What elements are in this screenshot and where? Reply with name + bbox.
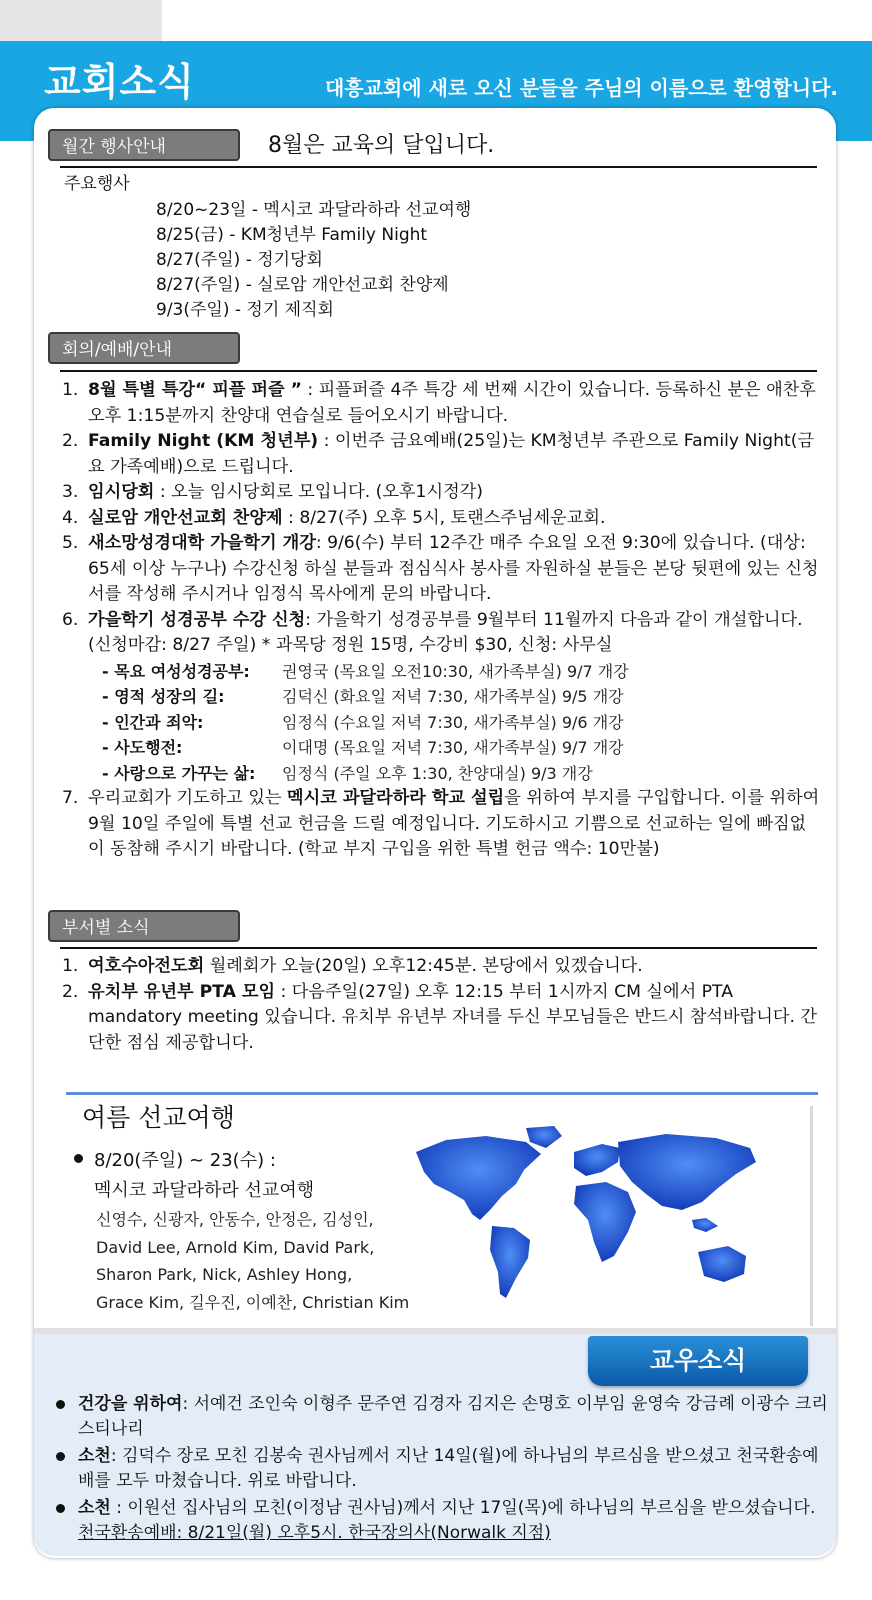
course-row <box>62 659 822 685</box>
item-text: : 이원선 집사님의 모친(이정남 권사님)께서 지난 17일(목)에 하나님의 부르심을 받으셨습니다. <box>110 1498 816 1518</box>
list-item <box>62 786 822 863</box>
item-heading: 유치부 유년부 PTA 모임 <box>88 981 276 1002</box>
top-left-strip <box>0 0 162 42</box>
item-text: : 9/6(수) 부터 12주간 매주 수요일 오전 9:30에 있습니다. (대상: 65세 이상 누구나) 수강신청 하실 분들과 점심식사 봉사를 자원하실 분들은 본당 뒷편에 있는 신청서를 작성해 주시거나 임정식 목사에게 문의 바랍니다. <box>88 533 819 604</box>
member-line: Sharon Park, Nick, Ashley Hong, <box>96 1265 353 1284</box>
course-row <box>62 761 822 787</box>
list-item <box>62 506 822 532</box>
item-heading: 멕시코 과달라하라 학교 설립 <box>287 788 505 808</box>
list-item <box>62 531 822 608</box>
meeting-list <box>62 378 822 863</box>
event-item: 8/20~23일 - 멕시코 과달라하라 선교여행 <box>156 200 472 220</box>
section-tab-monthly: 월간 행사안내 <box>48 129 240 161</box>
news-title-badge: 교우소식 <box>588 1336 808 1386</box>
member-line: David Lee, Arnold Kim, David Park, <box>96 1237 375 1257</box>
item-text: : 피플퍼즐 4주 특강 세 번째 시간이 있습니다. 등록하신 분은 애찬후 오후 1:15분까지 찬양대 연습실로 들어오시기 바랍니다. <box>88 380 816 426</box>
list-item <box>62 954 822 980</box>
course-detail: 김덕신 (화요일 저녁 7:30, 새가족부실) 9/5 개강 <box>282 687 624 706</box>
item-number: 1. <box>62 956 79 976</box>
course-row <box>62 735 822 761</box>
month-heading: 8월은 교육의 달입니다. <box>268 133 495 158</box>
bullet-icon <box>56 1452 65 1461</box>
item-number: 2. <box>62 431 79 451</box>
course-name: - 영적 성장의 길: <box>102 687 225 706</box>
event-item: 9/3(주일) - 정기 제직회 <box>156 300 334 320</box>
item-heading: 건강을 위하여 <box>78 1394 183 1414</box>
bullet-icon <box>56 1504 65 1513</box>
item-number: 4. <box>62 507 79 528</box>
item-text: : 다음주일(27일) 오후 12:15 부터 1시까지 CM 실에서 PTA mandatory meeting 있습니다. 유치부 유년부 자녀를 두신 부모님들은 반드시 참석바랍니다. 간단한 점심 제공합니다. <box>88 981 817 1053</box>
course-detail: 이대명 (목요일 저녁 7:30, 새가족부실) 9/7 개강 <box>282 738 624 757</box>
course-detail: 임정식 (수요일 저녁 7:30, 새가족부실) 9/6 개강 <box>282 712 624 732</box>
item-heading: 실로암 개안선교회 찬양제 <box>88 507 283 528</box>
item-text: 을 위하여 부지를 구입합니다. 이를 위하여 9월 10일 주일에 특별 선교 헌금을 드릴 예정입니다. 기도하시고 기쁨으로 선교하는 일에 빠짐없이 동참해 주시기 바랍니다. (학교 부지 구입을 위한 특별 헌금 액수: 10만불) <box>88 788 820 859</box>
world-map-icon <box>406 1122 766 1312</box>
item-text: : 김덕수 장로 모친 김봉숙 권사님께서 지난 14일(월)에 하나님의 부르심을 받으셨고 천국환송예배를 모두 마쳤습니다. 위로 바랍니다. <box>78 1446 819 1491</box>
page-title: 교회소식 <box>44 60 195 104</box>
item-heading: 소천 <box>78 1446 111 1466</box>
list-item <box>62 378 822 429</box>
item-heading: 새소망성경대학 가을학기 개강 <box>88 533 316 553</box>
course-name: - 사도행전: <box>102 738 183 757</box>
list-item <box>62 980 822 1057</box>
section-tab-meeting: 회의/예배/안내 <box>48 332 240 364</box>
course-detail: 권영국 (목요일 오전10:30, 새가족부실) 9/7 개강 <box>282 661 629 681</box>
list-item <box>62 429 822 480</box>
list-item <box>54 1444 834 1494</box>
list-item <box>62 480 822 506</box>
item-text: 우리교회가 기도하고 있는 <box>88 788 288 808</box>
summer-top-border <box>66 1092 818 1095</box>
summer-title: 여름 선교여행 <box>82 1103 235 1132</box>
member-line: Grace Kim, 길우진, 이예찬, Christian Kim <box>96 1292 410 1312</box>
item-text: : 이번주 금요예배(25일)는 KM청년부 주관으로 Family Night(금요 가족예배)으로 드립니다. <box>88 431 815 477</box>
summer-right-border <box>810 1106 813 1326</box>
divider-rule <box>60 947 817 949</box>
item-heading: 8월 특별 특강“ 피플 퍼즐 ” <box>88 380 302 400</box>
dept-list <box>62 954 822 1056</box>
course-name: - 인간과 죄악: <box>102 712 204 732</box>
course-row <box>62 684 822 710</box>
item-text: 월례회가 오늘(20일) 오후12:45분. 본당에서 있겠습니다. <box>204 956 643 976</box>
item-text: : 가을학기 성경공부를 9월부터 11월까지 다음과 같이 개설합니다. (신청마감: 8/27 주일) * 과목당 정원 15명, 수강비 $30, 신청: 사무실 <box>88 609 803 655</box>
item-text: : 오늘 임시당회로 모입니다. (오후1시정각) <box>154 482 483 502</box>
course-detail: 임정식 (주일 오후 1:30, 찬양대실) 9/3 개강 <box>282 763 593 783</box>
item-text: : 8/27(주) 오후 5시, 토랜스주님세운교회. <box>282 507 606 528</box>
event-item: 8/27(주일) - 실로암 개안선교회 찬양제 <box>156 275 449 295</box>
welcome-subtitle: 대흥교회에 새로 오신 분들을 주님의 이름으로 환영합니다. <box>324 76 838 100</box>
member-line: 신영수, 신광자, 안동수, 안정은, 김성인, <box>96 1210 374 1229</box>
item-number: 5. <box>62 533 79 553</box>
item-heading: Family Night (KM 청년부) <box>88 431 319 451</box>
event-item: 8/25(금) - KM청년부 Family Night <box>156 225 428 245</box>
section-tab-dept: 부서별 소식 <box>48 910 240 942</box>
events-label: 주요행사 <box>64 174 130 194</box>
summer-place: 멕시코 과달라하라 선교여행 <box>94 1180 315 1201</box>
item-number: 7. <box>62 788 79 808</box>
funeral-notice: 천국환송예배: 8/21일(월) 오후5시. 한국장의사(Norwalk 지점) <box>78 1523 551 1543</box>
member-list <box>96 1206 409 1316</box>
item-heading: 여호수아전도회 <box>88 956 205 976</box>
course-name: - 목요 여성성경공부: <box>102 661 250 681</box>
item-heading: 가을학기 성경공부 수강 신청 <box>88 609 306 630</box>
summer-date: 8/20(주일) ~ 23(수) : <box>94 1150 276 1171</box>
list-item <box>54 1496 834 1546</box>
item-number: 1. <box>62 380 79 400</box>
item-number: 6. <box>62 609 79 630</box>
item-text: : 서예건 조인숙 이형주 문주연 김경자 김지은 손명호 이부임 윤영숙 강금례 이광수 크리스티나리 <box>78 1394 828 1439</box>
item-heading: 소천 <box>78 1498 111 1518</box>
item-number: 2. <box>62 981 79 1002</box>
list-item <box>54 1392 834 1442</box>
course-name: - 사랑으로 가꾸는 삶: <box>102 763 256 783</box>
news-list <box>54 1392 834 1548</box>
divider-rule <box>60 370 817 372</box>
item-heading: 임시당회 <box>88 482 155 502</box>
event-item: 8/27(주일) - 정기당회 <box>156 250 323 270</box>
bullet-icon <box>74 1154 83 1163</box>
divider-rule <box>60 166 817 168</box>
course-row <box>62 710 822 736</box>
bullet-icon <box>56 1400 65 1409</box>
list-item <box>62 608 822 659</box>
item-number: 3. <box>62 482 79 502</box>
